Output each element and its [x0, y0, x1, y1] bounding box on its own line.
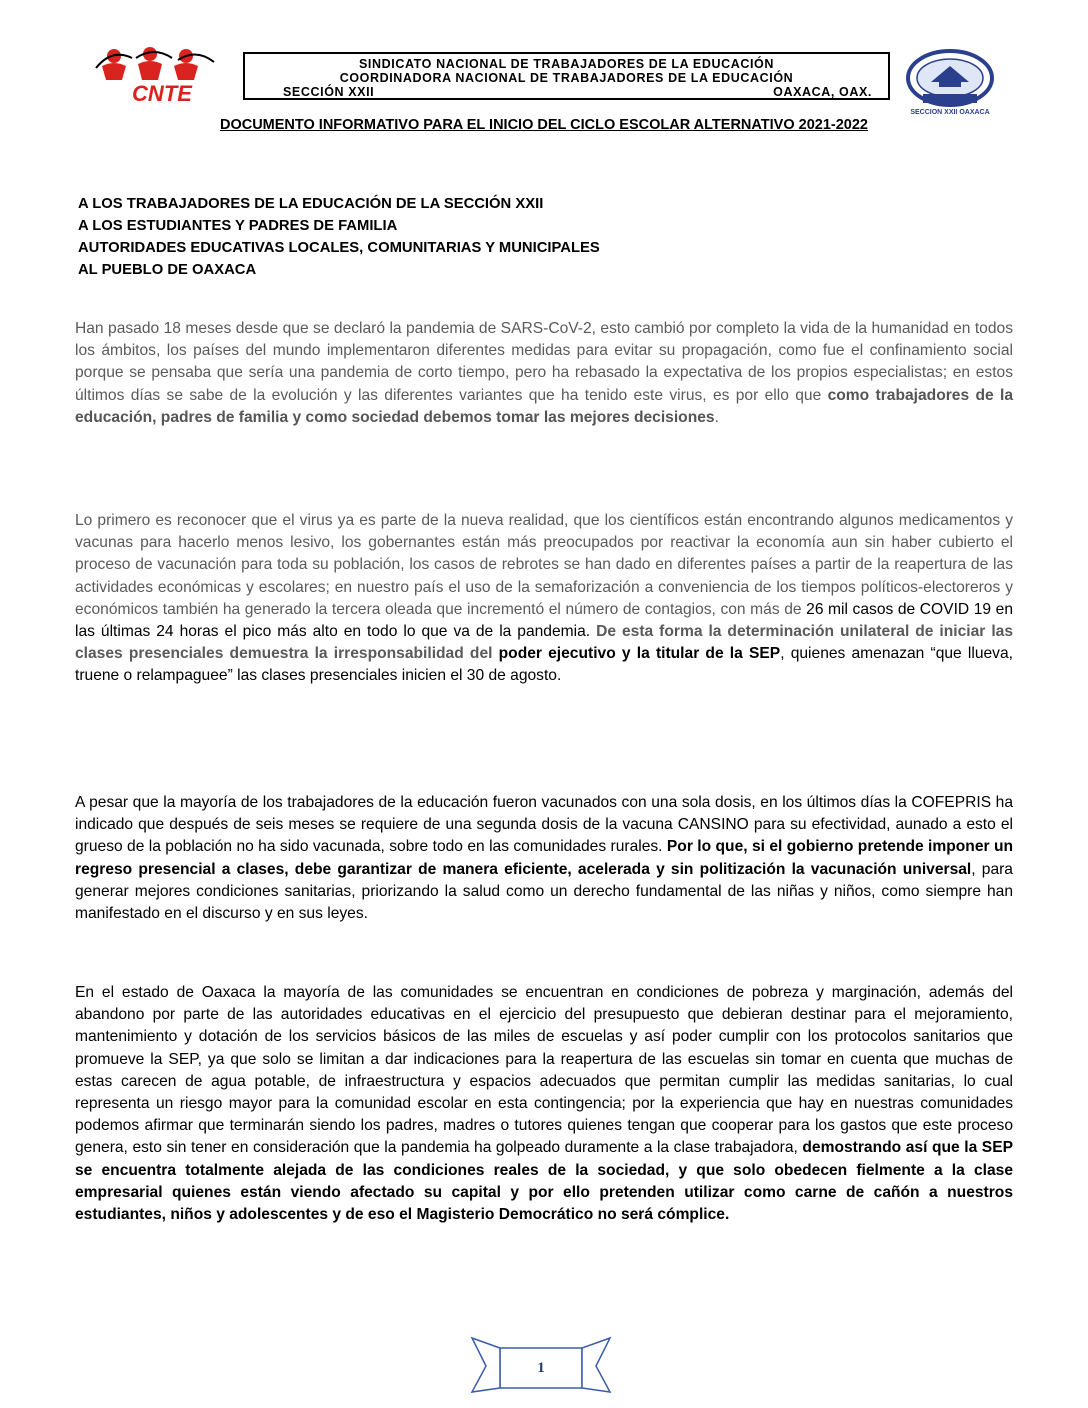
paragraph-text: En el estado de Oaxaca la mayoría de las comunidades se encuentran en condiciones de pobreza y marginación, además del abandono por parte de las autoridades educativas en el ejercicio del presupuesto que debieran destinar para el mejoramiento, mantenimiento y dotación de los servicios básicos de las miles de escuelas y así poder cumplir con los protocolos sanitarios que promueve la SEP, ya que solo se limitan a dar indicaciones para la reapertura de las escuelas sin tomar en cuenta que muchas de estas carecen de agua potable, de infraestructura y espacios adecuados que permitan cumplir las medidas sanitarias, lo cual representa un riesgo mayor para la comunidad escolar en esta contingencia; por la experiencia que hay en nuestras comunidades podemos afirmar que terminarán siendo los padres, madres o tutores quienes tengan que cooperar para los gastos que este proceso genera, esto sin tener en consideración que la pandemia ha golpeado duramente a la clase trabajadora,: [75, 984, 1013, 1157]
paragraph-1: [75, 318, 1013, 429]
paragraph-end: , quienes amenazan “que llueva, truene o relampaguee” las clases presenciales inicien el 30 de agosto.: [75, 645, 1013, 685]
address-line: AUTORIDADES EDUCATIVAS LOCALES, COMUNITARIAS Y MUNICIPALES: [78, 240, 600, 256]
address-line: A LOS ESTUDIANTES Y PADRES DE FAMILIA: [78, 218, 398, 234]
paragraph-emphasis: demostrando así que la SEP se encuentra totalmente alejada de las condiciones reales de la sociedad, y que solo obedecen fielmente a la clase empresarial quienes están viendo afectado su capital y por ello pretenden utilizar como carne de cañón a nuestros estudiantes, niños y adolescentes y de eso el Magisterio Democrático no será cómplice.: [75, 1139, 1013, 1224]
paragraph-emphasis: De esta forma la determinación unilateral de iniciar las clases presenciales demuestra la irresponsabilidad del: [75, 623, 1014, 663]
paragraph-text-highlight: 26 mil casos de COVID 19 en las últimas 24 horas el pico más alto en todo lo que va de la pandemia.: [75, 600, 1013, 641]
paragraph-3: [75, 792, 1013, 925]
page-number: 1: [537, 1360, 545, 1376]
header-box: [243, 52, 890, 100]
paragraph-text: A pesar que la mayoría de los trabajadores de la educación fueron vacunados con una sola dosis, en los últimos días la COFEPRIS ha indicado que después de seis meses se requiere de una segunda dosis de la vacuna CANSINO para su efectividad, aunado a esto el grueso de la población no ha sido vacunada, sobre todo en las comunidades rurales.: [75, 794, 1013, 856]
paragraph-2: [75, 510, 1013, 688]
address-line: A LOS TRABAJADORES DE LA EDUCACIÓN DE LA SECCIÓN XXII: [78, 196, 544, 212]
header-line-coordinator: COORDINADORA NACIONAL DE TRABAJADORES DE LA EDUCACIÓN: [339, 71, 794, 85]
svg-text:CNTE: CNTE: [132, 81, 192, 104]
paragraph-emphasis: Por lo que, si el gobierno pretende imponer un regreso presencial a clases, debe garantizar de manera eficiente, acelerada y sin politización la vacunación universal: [75, 838, 1013, 878]
header-section: SECCIÓN XXII: [283, 85, 375, 99]
address-line: AL PUEBLO DE OAXACA: [78, 262, 257, 278]
address-block: [78, 193, 600, 281]
document-title: DOCUMENTO INFORMATIVO PARA EL INICIO DEL CICLO ESCOLAR ALTERNATIVO 2021-2022: [219, 117, 868, 133]
paragraph-4: [75, 982, 1013, 1226]
seccion-xxii-seal: [903, 48, 997, 118]
paragraph-text: Han pasado 18 meses desde que se declaró la pandemia de SARS-CoV-2, esto cambió por completo la vida de la humanidad en todos los ámbitos, los países del mundo implementaron diferentes medidas para evitar su propagación, como fue el confinamiento social porque se pensaba que sería una pandemia de corto tiempo, pero ha rebasado la expectativa de los propios especialistas; en estos últimos días se sabe de la evolución y las diferentes variantes que ha tenido este virus, es por ello que: [75, 320, 1013, 404]
paragraph-end: , para generar mejores condiciones sanitarias, priorizando la salud como un derecho fundamental de las niñas y niños, como siempre han manifestado en el discurso y en sus leyes.: [75, 860, 1013, 923]
cnte-logo: [92, 44, 232, 104]
paragraph-emphasis-strong: poder ejecutivo y la titular de la SEP: [498, 645, 781, 663]
header-location: OAXACA, OAX.: [773, 85, 872, 99]
header-line-union: SINDICATO NACIONAL DE TRABAJADORES DE LA EDUCACIÓN: [359, 57, 774, 71]
paragraph-emphasis: como trabajadores de la educación, padres de familia y como sociedad debemos tomar las mejores decisiones: [75, 386, 1014, 426]
paragraph-text: Lo primero es reconocer que el virus ya es parte de la nueva realidad, que los científicos están encontrando algunos medicamentos y vacunas para hacerlo menos lesivo, los gobernantes están más preocupados por reactivar la economía aun sin haber cubierto el proceso de vacunación para toda su población, los casos de rebrotes se han dado en diferentes países a partir de la reapertura de las actividades económicas y escolares; en nuestro país el uso de la semaforización a conveniencia de los tiempos políticos-electoreros y económicos también ha generado la tercera oleada que incrementó el número de contagios, con más de: [75, 512, 1013, 618]
svg-text:SECCION XXII OAXACA: SECCION XXII OAXACA: [910, 109, 990, 116]
paragraph-end: .: [714, 408, 719, 426]
